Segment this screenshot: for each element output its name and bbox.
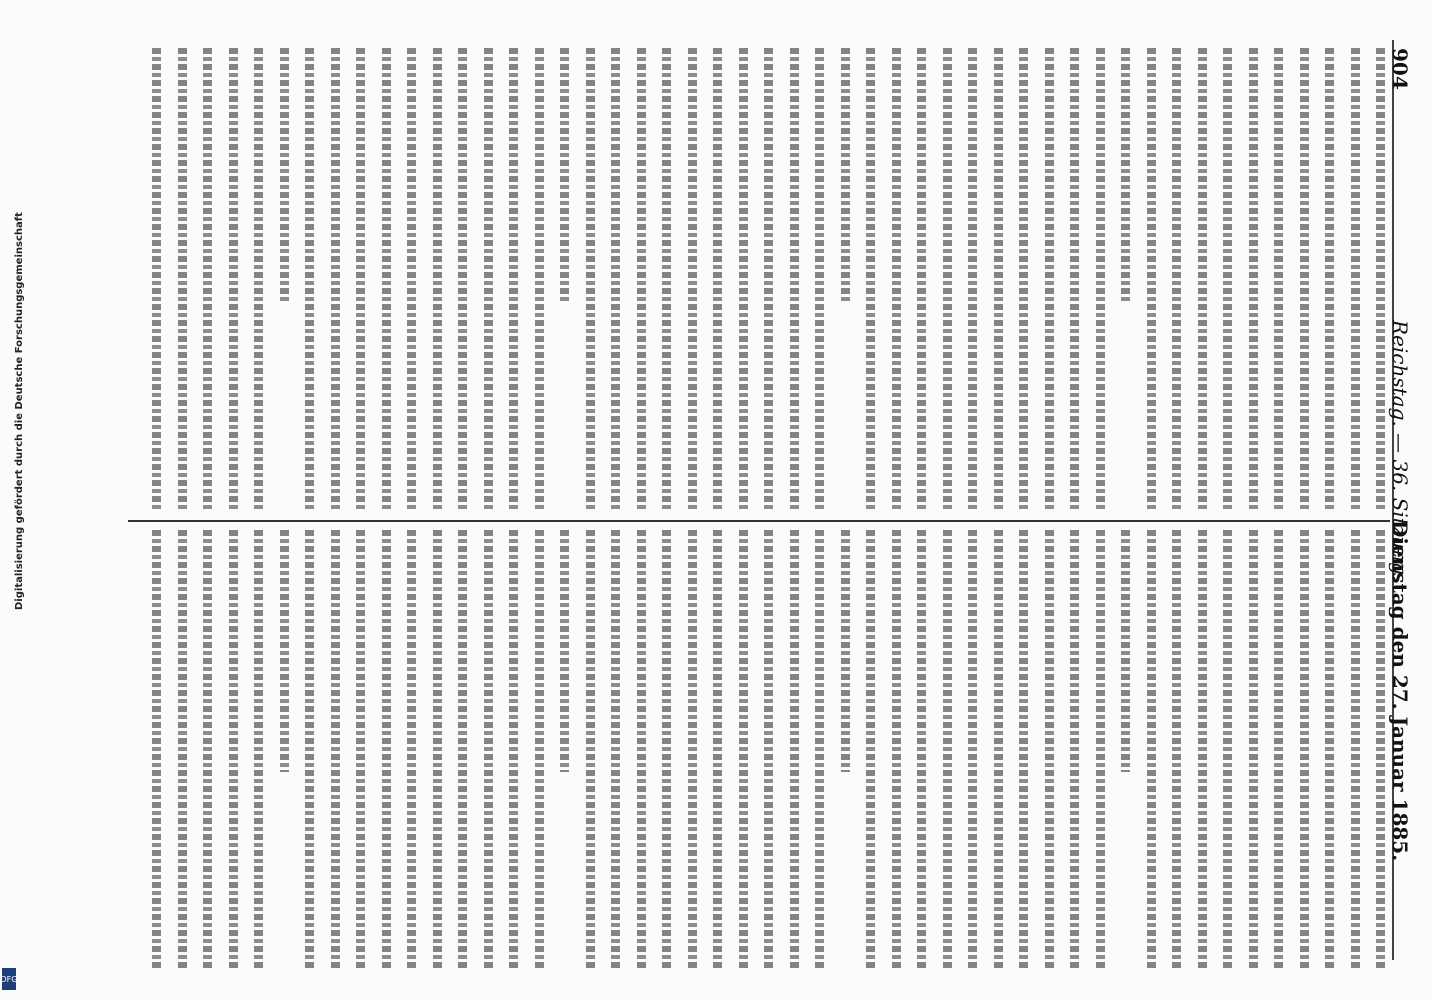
text-line	[586, 530, 595, 970]
text-line	[560, 48, 569, 302]
text-line	[815, 48, 824, 510]
text-line	[356, 48, 365, 510]
text-line	[509, 48, 518, 510]
text-line	[1096, 48, 1105, 510]
text-line	[739, 530, 748, 970]
text-line	[1198, 530, 1207, 970]
text-line	[994, 48, 1003, 510]
text-line	[917, 530, 926, 970]
text-line	[560, 530, 569, 772]
text-line	[688, 530, 697, 970]
text-line	[1223, 530, 1232, 970]
text-line	[688, 48, 697, 510]
text-line	[305, 48, 314, 510]
text-line	[713, 530, 722, 970]
text-line	[1045, 48, 1054, 510]
column-divider	[128, 520, 1390, 522]
text-line	[764, 48, 773, 510]
text-line	[331, 530, 340, 970]
text-line	[1300, 530, 1309, 970]
text-line	[866, 530, 875, 970]
text-column-left	[128, 48, 1390, 510]
text-line	[841, 530, 850, 772]
text-line	[815, 530, 824, 970]
text-line	[178, 530, 187, 970]
text-line	[1249, 48, 1258, 510]
text-line	[1300, 48, 1309, 510]
text-line	[1121, 530, 1130, 772]
text-line	[203, 530, 212, 970]
text-line	[917, 48, 926, 510]
text-line	[1376, 530, 1385, 970]
text-line	[968, 530, 977, 970]
text-line	[943, 48, 952, 510]
text-line	[1172, 48, 1181, 510]
text-line	[382, 48, 391, 510]
text-line	[713, 48, 722, 510]
text-line	[1019, 48, 1028, 510]
text-line	[611, 48, 620, 510]
text-line	[535, 530, 544, 970]
text-line	[178, 48, 187, 510]
text-line	[662, 530, 671, 970]
text-line	[229, 48, 238, 510]
page-number: 904	[1388, 48, 1412, 90]
text-line	[433, 530, 442, 970]
digitization-credit: Digitalisierung gefördert durch die Deutsche Forschungsgemeinschaft	[14, 212, 25, 610]
text-line	[1274, 530, 1283, 970]
text-line	[790, 48, 799, 510]
text-line	[254, 530, 263, 970]
text-line	[1249, 530, 1258, 970]
text-line	[994, 530, 1003, 970]
text-line	[943, 530, 952, 970]
text-line	[1325, 48, 1334, 510]
text-line	[1198, 48, 1207, 510]
text-line	[968, 48, 977, 510]
text-line	[892, 48, 901, 510]
text-line	[739, 48, 748, 510]
text-line	[407, 48, 416, 510]
text-line	[637, 530, 646, 970]
text-line	[484, 530, 493, 970]
text-line	[1070, 48, 1079, 510]
text-line	[1019, 530, 1028, 970]
text-line	[203, 48, 212, 510]
session-date: Dienstag den 27. Januar 1885.	[1388, 520, 1412, 862]
text-line	[280, 48, 289, 302]
text-line	[1096, 530, 1105, 970]
text-line	[407, 530, 416, 970]
text-line	[662, 48, 671, 510]
text-line	[458, 530, 467, 970]
text-column-right	[128, 530, 1390, 970]
text-line	[458, 48, 467, 510]
text-line	[331, 48, 340, 510]
text-line	[611, 530, 620, 970]
text-line	[1070, 530, 1079, 970]
text-line	[382, 530, 391, 970]
text-line	[305, 530, 314, 970]
text-line	[1376, 48, 1385, 510]
text-line	[1274, 48, 1283, 510]
text-line	[1325, 530, 1334, 970]
text-line	[586, 48, 595, 510]
text-line	[1223, 48, 1232, 510]
text-line	[841, 48, 850, 302]
text-line	[1121, 48, 1130, 302]
text-line	[152, 530, 161, 970]
text-line	[1351, 48, 1360, 510]
text-line	[1147, 530, 1156, 970]
running-head: Reichstag. — 36. Sitzung.	[1388, 320, 1412, 582]
text-line	[1147, 48, 1156, 510]
text-line	[1351, 530, 1360, 970]
text-line	[1045, 530, 1054, 970]
text-line	[280, 530, 289, 772]
text-line	[229, 530, 238, 970]
text-line	[152, 48, 161, 510]
text-line	[1172, 530, 1181, 970]
text-line	[433, 48, 442, 510]
text-line	[254, 48, 263, 510]
text-line	[790, 530, 799, 970]
text-line	[535, 48, 544, 510]
text-line	[484, 48, 493, 510]
text-line	[892, 530, 901, 970]
text-line	[764, 530, 773, 970]
text-line	[866, 48, 875, 510]
text-line	[637, 48, 646, 510]
text-line	[356, 530, 365, 970]
text-line	[509, 530, 518, 970]
dfg-logo: DFG	[2, 968, 16, 990]
